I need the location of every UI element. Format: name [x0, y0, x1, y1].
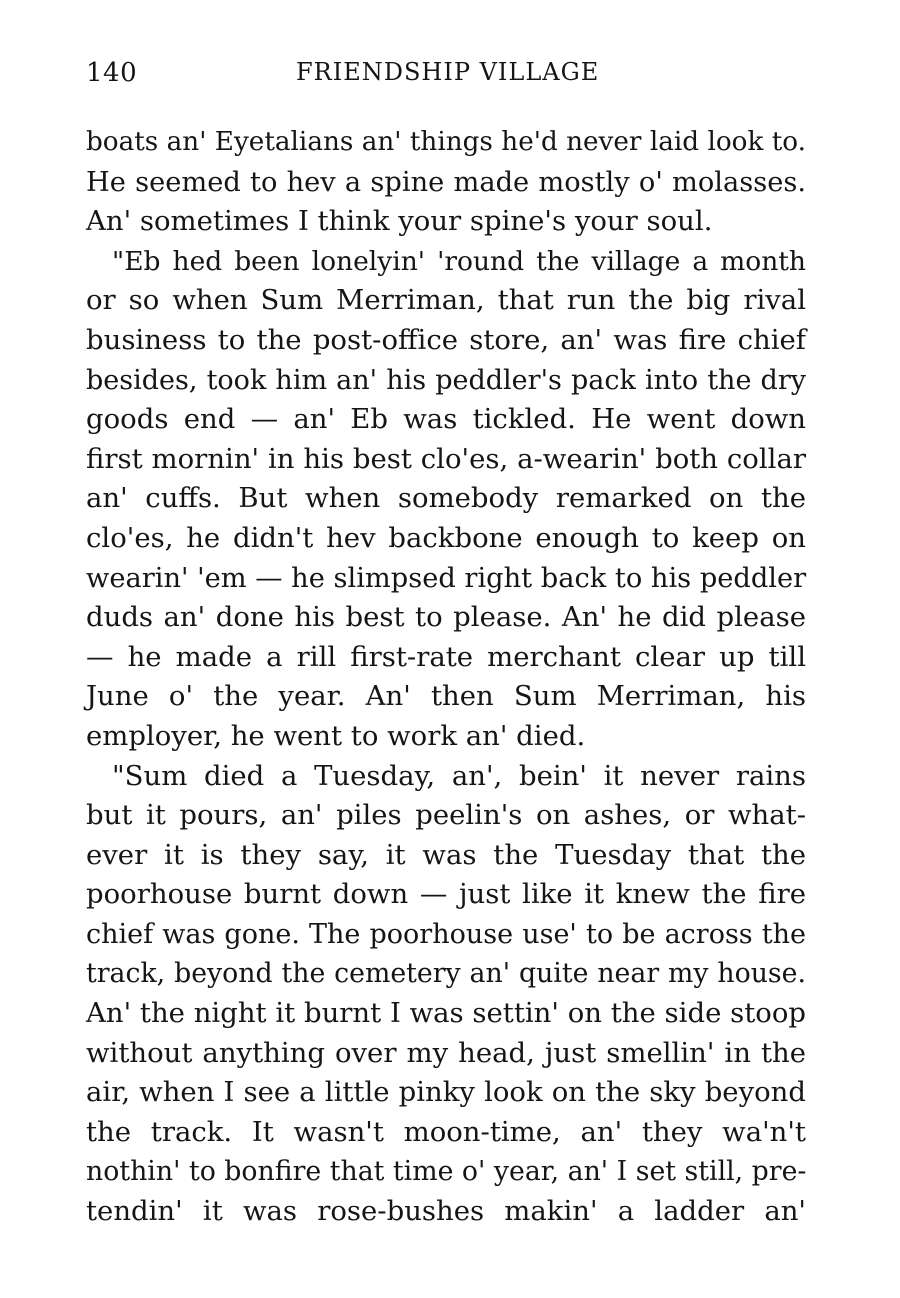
text-line: boats an' Eyetalians an' things he'd never laid look to. [86, 127, 806, 157]
text-line: wearin' 'em — he slimpsed right back to his peddler [86, 562, 807, 594]
text-line: poorhouse burnt down — just like it knew the fire [86, 878, 806, 911]
text-line: employer, he went to work an' died. [86, 719, 586, 752]
text-line: chief was gone. The poorhouse use' to be across the [86, 918, 806, 950]
text-line: goods end — an' Eb was tickled. He went down [86, 403, 806, 436]
text-line: first mornin' in his best clo'es, a-wearin' both collar [86, 442, 806, 475]
text-line: An' the night it burnt I was settin' on the side stoop [86, 997, 806, 1030]
text-line: tendin' it was rose-bushes makin' a ladder an' [86, 1195, 806, 1228]
text-line: "Eb hed been lonelyin' 'round the village a month [112, 245, 806, 277]
text-line: nothin' to bonfire that time o' year, an' I set still, pre- [86, 1156, 807, 1188]
text-line: an' cuffs. But when somebody remarked on the [86, 482, 806, 515]
page-number: 140 [86, 58, 138, 88]
text-line: the track. It wasn't moon-time, an' they wa'n't [86, 1115, 806, 1148]
body-text [86, 123, 806, 1232]
text-line: June o' the year. An' then Sum Merriman, his [86, 680, 806, 713]
text-line: business to the post-office store, an' was fire chief [86, 323, 806, 356]
text-line: air, when I see a little pinky look on the sky beyond [86, 1076, 806, 1109]
text-line: "Sum died a Tuesday, an', bein' it never rains [112, 759, 806, 792]
text-line: track, beyond the cemetery an' quite near my house. [86, 958, 806, 990]
text-line: duds an' done his best to please. An' he did please [86, 601, 806, 634]
page-header [86, 58, 806, 98]
text-line: but it pours, an' piles peelin's on ashes, or what- [86, 799, 806, 832]
text-line: besides, took him an' his peddler's pack into the dry [86, 364, 806, 396]
text-line: — he made a rill first-rate merchant clear up till [86, 640, 806, 673]
text-line: without anything over my head, just smellin' in the [86, 1036, 806, 1069]
text-line: ever it is they say, it was the Tuesday that the [86, 838, 806, 871]
text-line: clo'es, he didn't hev backbone enough to keep on [86, 521, 806, 554]
text-line: An' sometimes I think your spine's your soul. [86, 205, 713, 238]
running-head: FRIENDSHIP VILLAGE [296, 58, 600, 86]
text-line: or so when Sum Merriman, that run the big rival [86, 284, 806, 317]
text-line: He seemed to hev a spine made mostly o' molasses. [86, 166, 806, 198]
